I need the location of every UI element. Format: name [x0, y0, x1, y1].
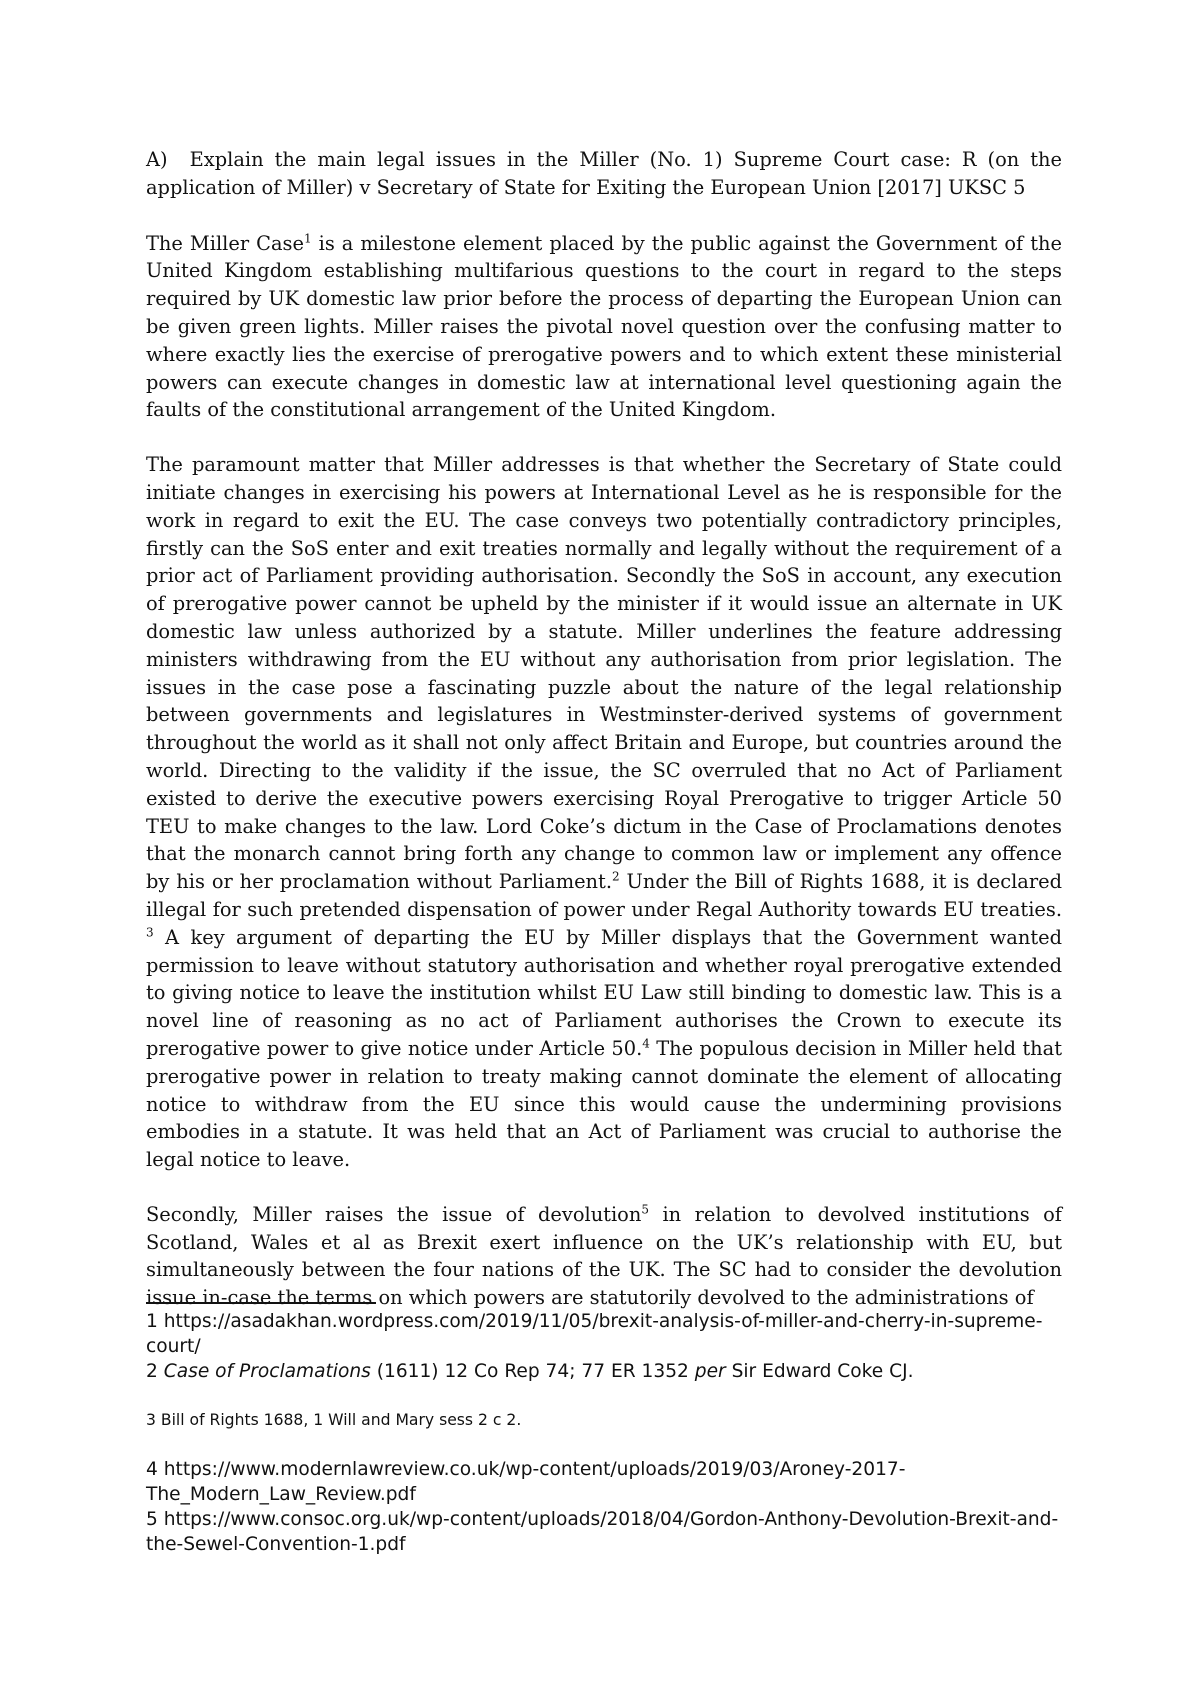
footnote-2	[146, 1359, 1062, 1384]
footnote-separator	[146, 1302, 376, 1304]
footnote-4: 4 https://www.modernlawreview.co.uk/wp-content/uploads/2019/03/Aroney-2017-The_Modern_Law_Review.pdf	[146, 1459, 906, 1505]
paragraph-3-text-a: Secondly, Miller raises the issue of devolution	[146, 1202, 642, 1226]
footnote-3: 3 Bill of Rights 1688, 1 Will and Mary sess 2 c 2.	[146, 1411, 522, 1429]
paragraph-1-text-a: The Miller Case	[146, 231, 304, 255]
paragraph-1	[146, 230, 1062, 425]
footnote-5: 5 https://www.consoc.org.uk/wp-content/uploads/2018/04/Gordon-Anthony-Devolution-Brexit-and-the-Sewel-Convention-1.pdf	[146, 1509, 1059, 1555]
footnote-2-per: per	[694, 1361, 726, 1382]
paragraph-3	[146, 1201, 1062, 1312]
footnote-ref-2: 2	[612, 869, 620, 884]
paragraph-2-text-c: A key argument of departing the EU by Miller displays that the Government wanted permission to leave without statutory authorisation and whether royal prerogative extended to giving notice to leave the institution whilst EU Law still binding to domestic law. This is a novel line of reasoning as no act of Parliament authorises the Crown to execute its prerogative power to give notice under Article 50.	[146, 925, 1062, 1060]
paragraph-2-text-d: The populous decision in Miller held that prerogative power in relation to treaty making cannot dominate the element of allocating notice to withdraw from the EU since this would cause the undermining provisions embodies in a statute. It was held that an Act of Parliament was crucial to authorise the legal notice to leave.	[146, 1036, 1062, 1172]
paragraph-2-text-b: Under the Bill of Rights 1688, it is declared illegal for such pretended dispensation of power under Regal Authority towards EU treaties.	[146, 870, 1062, 921]
footnotes	[146, 1309, 1062, 1557]
paragraph-1-text-b: is a milestone element placed by the public against the Government of the United Kingdom establishing multifarious questions to the court in regard to the steps required by UK domestic law prior before the process of departing the European Union can be given green lights. Miller raises the pivotal novel question over the confusing matter to where exactly lies the exercise of prerogative powers and to which extent these ministerial powers can execute changes in domestic law at international level questioning again the faults of the constitutional arrangement of the United Kingdom.	[146, 231, 1062, 422]
document-page	[146, 146, 1062, 1339]
footnote-2-judge: Sir Edward Coke CJ.	[725, 1361, 914, 1382]
paragraph-2	[146, 451, 1062, 1174]
footnote-1: 1 https://asadakhan.wordpress.com/2019/11/05/brexit-analysis-of-miller-and-cherry-in-supreme-court/	[146, 1311, 1043, 1357]
footnote-2-number: 2	[146, 1361, 164, 1382]
footnote-2-case-name: Case of Proclamations	[163, 1361, 371, 1382]
footnote-ref-3: 3	[146, 925, 154, 940]
footnote-ref-4: 4	[642, 1036, 650, 1051]
paragraph-3-text-b: in relation to devolved institutions of Scotland, Wales et al as Brexit exert influence on the UK’s relationship with EU, but simultaneously between the four nations of the UK. The SC had to consider the devolution issue in-case the terms on which powers are statutorily devolved to the administrations of	[146, 1202, 1062, 1310]
paragraph-2-text-a: The paramount matter that Miller addresses is that whether the Secretary of State could initiate changes in exercising his powers at International Level as he is responsible for the work in regard to exit the EU. The case conveys two potentially contradictory principles, firstly can the SoS enter and exit treaties normally and legally without the requirement of a prior act of Parliament providing authorisation. Secondly the SoS in account, any execution of prerogative power cannot be upheld by the minister if it would issue an alternate in UK domestic law unless authorized by a statute. Miller underlines the feature addressing ministers withdrawing from the EU without any authorisation from prior legislation. The issues in the case pose a fascinating puzzle about the nature of the legal relationship between governments and legislatures in Westminster-derived systems of government throughout the world as it shall not only affect Britain and Europe, but countries around the world. Directing to the validity if the issue, the SC overruled that no Act of Parliament existed to derive the executive powers exercising Royal Prerogative to trigger Article 50 TEU to make changes to the law. Lord Coke’s dictum in the Case of Proclamations denotes that the monarch cannot bring forth any change to common law or implement any offence by his or her proclamation without Parliament.	[146, 453, 1062, 894]
question-heading	[146, 146, 1062, 202]
question-text: Explain the main legal issues in the Miller (No. 1) Supreme Court case: R (on the application of Miller) v Secretary of State for Exiting the European Union [2017] UKSC 5	[146, 148, 1063, 199]
footnote-ref-5: 5	[641, 1202, 649, 1217]
question-marker: A)	[146, 148, 168, 171]
footnote-2-citation: (1611) 12 Co Rep 74; 77 ER 1352	[370, 1361, 695, 1382]
footnote-ref-1: 1	[303, 231, 312, 246]
